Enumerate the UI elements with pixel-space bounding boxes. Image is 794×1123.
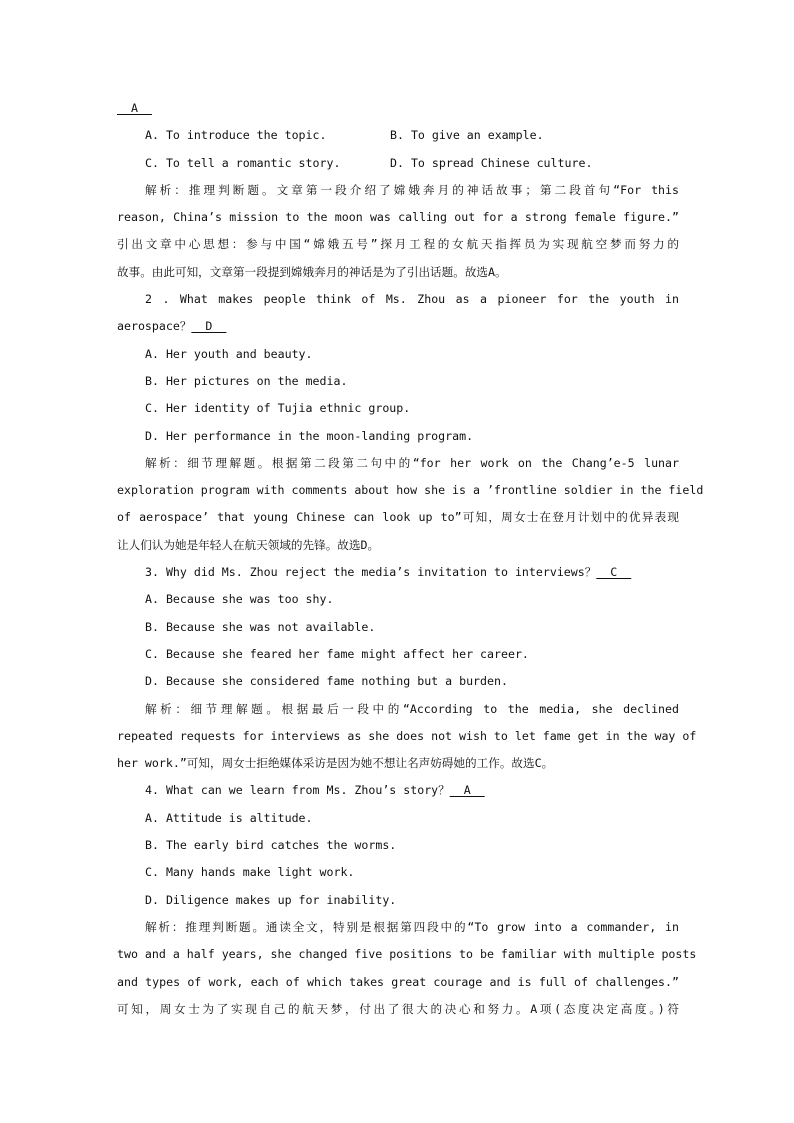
q1-explanation-line: 故事。由此可知，文章第一段提到嫦娥奔月的神话是为了引出话题。故选A。 [117, 264, 507, 279]
q4-explanation-line: 可知，周女士为了实现自己的航天梦，付出了很大的决心和努力。A项(态度决定高度。)符 [117, 1001, 679, 1016]
q3-option-c: C. Because she feared her fame might affect her career. [145, 646, 529, 661]
document-page [117, 95, 704, 1023]
q2-stem-line: 2 . What makes people think of Ms. Zhou as a pioneer for the youth in [145, 292, 679, 307]
q3-answer: __C__ [596, 565, 632, 580]
q3-option-d: D. Because she considered fame nothing but a burden. [145, 674, 508, 689]
q3-stem-line [117, 559, 679, 586]
q4-explanation-line: 解析：推理判断题。通读全文，特别是根据第四段中的“To grow into a commander, in [145, 919, 679, 934]
q1-answer-line [117, 95, 679, 122]
q4-answer: __A__ [449, 783, 485, 798]
q2-stem-line-2 [117, 313, 679, 340]
q4-explanation-line: and types of work, each of which takes great courage and is full of challenges.” [117, 974, 679, 989]
q2-explanation-line: of aerospace’ that young Chinese can look up to”可知，周女士在登月计划中的优异表现 [117, 510, 679, 525]
q1-option-d: D. To spread Chinese culture. [390, 155, 593, 170]
q2-explanation-line: 让人们认为她是年轻人在航天领域的先锋。故选D。 [117, 537, 380, 552]
q1-answer: __A__ [117, 101, 152, 115]
q4-option-d: D. Diligence makes up for inability. [145, 892, 397, 907]
q3-explanation-line: repeated requests for interviews as she does not wish to let fame get in the way of [117, 728, 697, 743]
q1-explanation-line: 解析：推理判断题。文章第一段介绍了嫦娥奔月的神话故事；第二段首句“For this [145, 182, 679, 197]
q3-stem: 3. Why did Ms. Zhou reject the media’s invitation to interviews？ [145, 565, 597, 580]
q4-stem: 4. What can we learn from Ms. Zhou’s story？ [145, 783, 450, 798]
q3-explanation-line: her work.”可知，周女士拒绝媒体采访是因为她不想让名声妨碍她的工作。故选C。 [117, 756, 554, 771]
q1-explanation-line: 引出文章中心思想：参与中国“嫦娥五号”探月工程的女航天指挥员为实现航空梦而努力的 [117, 237, 679, 252]
q4-explanation-line: two and a half years, she changed five positions to be familiar with multiple posts [117, 947, 697, 962]
q1-option-c: C. To tell a romantic story. [145, 155, 341, 170]
q4-stem-line [117, 777, 679, 804]
q2-explanation-line: 解析：细节理解题。根据第二段第二句中的“for her work on the Chang’e-5 lunar [145, 455, 679, 470]
q2-option-c: C. Her identity of Tujia ethnic group. [145, 401, 411, 416]
q2-option-d: D. Her performance in the moon-landing program. [145, 428, 474, 443]
q2-option-b: B. Her pictures on the media. [145, 373, 348, 388]
q3-option-b: B. Because she was not available. [145, 619, 376, 634]
q2-option-a: A. Her youth and beauty. [145, 346, 313, 361]
q4-option-c: C. Many hands make light work. [145, 865, 355, 880]
q1-explanation-line: reason, China’s mission to the moon was calling out for a strong female figure.” [117, 210, 679, 225]
q2-stem-tail: aerospace？ [117, 319, 192, 334]
q4-option-b: B. The early bird catches the worms. [145, 838, 397, 853]
q1-option-b: B. To give an example. [390, 128, 544, 143]
q1-option-row-cd [117, 150, 679, 177]
q1-option-a: A. To introduce the topic. [145, 128, 327, 143]
q2-answer: __D__ [191, 319, 227, 334]
q3-option-a: A. Because she was too shy. [145, 592, 334, 607]
q4-option-a: A. Attitude is altitude. [145, 810, 313, 825]
q2-explanation-line: exploration program with comments about how she is a ’frontline soldier in the field [117, 483, 704, 498]
q3-explanation-line: 解析：细节理解题。根据最后一段中的“According to the media, she declined [145, 701, 679, 716]
q1-option-row-ab [117, 122, 679, 149]
